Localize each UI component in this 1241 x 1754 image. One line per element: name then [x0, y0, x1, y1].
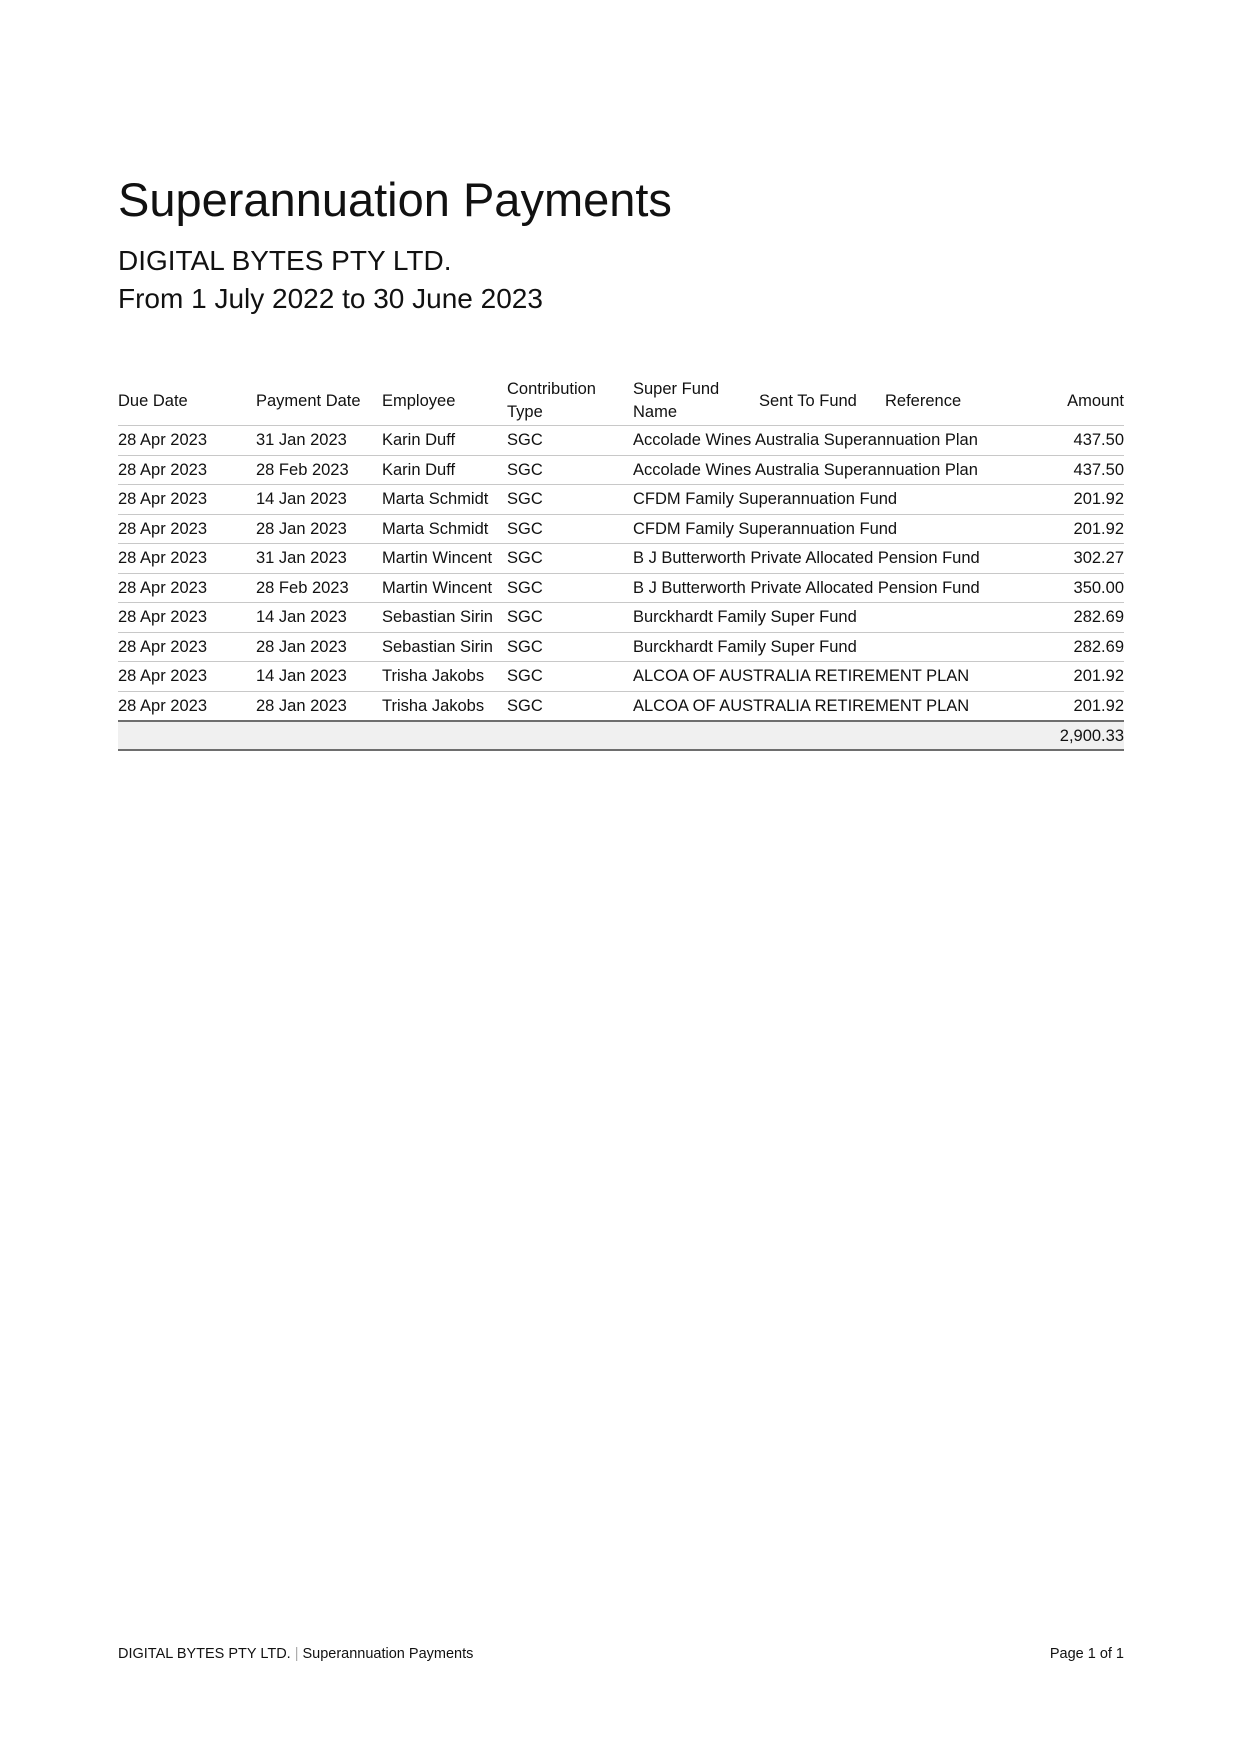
total-empty-cell: [633, 721, 759, 750]
cell-due-date: 28 Apr 2023: [118, 573, 256, 603]
table-row: [118, 426, 1124, 456]
table-row: [118, 603, 1124, 633]
total-amount: 2,900.33: [1011, 721, 1124, 750]
cell-contribution-type: SGC: [507, 455, 633, 485]
total-empty-cell: [382, 721, 507, 750]
cell-super-fund-name: B J Butterworth Private Allocated Pension Fund: [633, 544, 759, 574]
header-contribution-type-line2: Type: [507, 403, 543, 421]
cell-payment-date: 14 Jan 2023: [256, 485, 382, 515]
cell-employee: Karin Duff: [382, 455, 507, 485]
total-empty-cell: [885, 721, 1011, 750]
report-title: Superannuation Payments: [118, 173, 672, 226]
cell-payment-date: 31 Jan 2023: [256, 426, 382, 456]
cell-super-fund-name: ALCOA OF AUSTRALIA RETIREMENT PLAN: [633, 691, 759, 721]
report-period: From 1 July 2022 to 30 June 2023: [118, 283, 543, 314]
table-row: [118, 691, 1124, 721]
cell-contribution-type: SGC: [507, 691, 633, 721]
cell-employee: Marta Schmidt: [382, 514, 507, 544]
cell-employee: Karin Duff: [382, 426, 507, 456]
cell-amount: 437.50: [1011, 426, 1124, 456]
header-super-fund-line1: Super Fund: [633, 380, 720, 398]
cell-payment-date: 28 Feb 2023: [256, 573, 382, 603]
cell-contribution-type: SGC: [507, 426, 633, 456]
cell-super-fund-name: ALCOA OF AUSTRALIA RETIREMENT PLAN: [633, 662, 759, 692]
cell-contribution-type: SGC: [507, 632, 633, 662]
cell-amount: 282.69: [1011, 632, 1124, 662]
total-empty-cell: [759, 721, 885, 750]
total-empty-cell: [118, 721, 256, 750]
cell-due-date: 28 Apr 2023: [118, 514, 256, 544]
cell-due-date: 28 Apr 2023: [118, 455, 256, 485]
table-row: [118, 573, 1124, 603]
cell-payment-date: 28 Jan 2023: [256, 514, 382, 544]
cell-super-fund-name: CFDM Family Superannuation Fund: [633, 485, 759, 515]
footer-separator: |: [294, 1646, 299, 1662]
cell-contribution-type: SGC: [507, 544, 633, 574]
cell-contribution-type: SGC: [507, 573, 633, 603]
table-row: [118, 455, 1124, 485]
cell-super-fund-name: B J Butterworth Private Allocated Pension Fund: [633, 573, 759, 603]
cell-contribution-type: SGC: [507, 662, 633, 692]
table-row: [118, 662, 1124, 692]
header-super-fund-name: [633, 377, 759, 426]
cell-due-date: 28 Apr 2023: [118, 632, 256, 662]
superannuation-payments-table: [118, 377, 1124, 751]
cell-reference: [885, 603, 1011, 633]
cell-employee: Marta Schmidt: [382, 485, 507, 515]
header-sent-to-fund: Sent To Fund: [759, 377, 885, 426]
cell-employee: Martin Wincent: [382, 573, 507, 603]
footer-report-name: Superannuation Payments: [302, 1646, 474, 1662]
cell-employee: Martin Wincent: [382, 544, 507, 574]
header-payment-date: Payment Date: [256, 377, 382, 426]
cell-due-date: 28 Apr 2023: [118, 485, 256, 515]
footer-report-info: [118, 1645, 473, 1663]
total-row: [118, 721, 1124, 750]
cell-contribution-type: SGC: [507, 603, 633, 633]
total-empty-cell: [507, 721, 633, 750]
total-empty-cell: [256, 721, 382, 750]
cell-super-fund-name: CFDM Family Superannuation Fund: [633, 514, 759, 544]
cell-super-fund-name: Accolade Wines Australia Superannuation Plan: [633, 426, 759, 456]
cell-payment-date: 28 Jan 2023: [256, 632, 382, 662]
table-row: [118, 514, 1124, 544]
table-row: [118, 632, 1124, 662]
cell-amount: 201.92: [1011, 514, 1124, 544]
header-contribution-type: [507, 377, 633, 426]
cell-due-date: 28 Apr 2023: [118, 426, 256, 456]
header-super-fund-line2: Name: [633, 403, 678, 421]
cell-due-date: 28 Apr 2023: [118, 603, 256, 633]
table-row: [118, 485, 1124, 515]
cell-super-fund-name: Burckhardt Family Super Fund: [633, 603, 759, 633]
header-due-date: Due Date: [118, 377, 256, 426]
cell-contribution-type: SGC: [507, 485, 633, 515]
cell-employee: Trisha Jakobs: [382, 662, 507, 692]
cell-payment-date: 14 Jan 2023: [256, 603, 382, 633]
cell-super-fund-name: Burckhardt Family Super Fund: [633, 632, 759, 662]
cell-amount: 302.27: [1011, 544, 1124, 574]
cell-reference: [885, 514, 1011, 544]
cell-reference: [885, 485, 1011, 515]
cell-amount: 201.92: [1011, 662, 1124, 692]
header-employee: Employee: [382, 377, 507, 426]
cell-payment-date: 14 Jan 2023: [256, 662, 382, 692]
cell-reference: [885, 632, 1011, 662]
footer-page-number: Page 1 of 1: [1049, 1646, 1124, 1662]
footer-company: DIGITAL BYTES PTY LTD.: [118, 1646, 291, 1662]
cell-amount: 437.50: [1011, 455, 1124, 485]
cell-due-date: 28 Apr 2023: [118, 662, 256, 692]
cell-due-date: 28 Apr 2023: [118, 691, 256, 721]
cell-contribution-type: SGC: [507, 514, 633, 544]
header-contribution-type-line1: Contribution: [507, 380, 596, 398]
cell-amount: 282.69: [1011, 603, 1124, 633]
cell-payment-date: 28 Feb 2023: [256, 455, 382, 485]
company-name: DIGITAL BYTES PTY LTD.: [118, 245, 452, 276]
cell-payment-date: 31 Jan 2023: [256, 544, 382, 574]
header-amount: Amount: [1011, 377, 1124, 426]
cell-employee: Sebastian Sirin: [382, 632, 507, 662]
cell-amount: 201.92: [1011, 691, 1124, 721]
cell-employee: Trisha Jakobs: [382, 691, 507, 721]
cell-super-fund-name: Accolade Wines Australia Superannuation Plan: [633, 455, 759, 485]
header-reference: Reference: [885, 377, 1011, 426]
table-header-row: [118, 377, 1124, 426]
cell-amount: 350.00: [1011, 573, 1124, 603]
cell-due-date: 28 Apr 2023: [118, 544, 256, 574]
cell-employee: Sebastian Sirin: [382, 603, 507, 633]
table-row: [118, 544, 1124, 574]
cell-amount: 201.92: [1011, 485, 1124, 515]
cell-payment-date: 28 Jan 2023: [256, 691, 382, 721]
